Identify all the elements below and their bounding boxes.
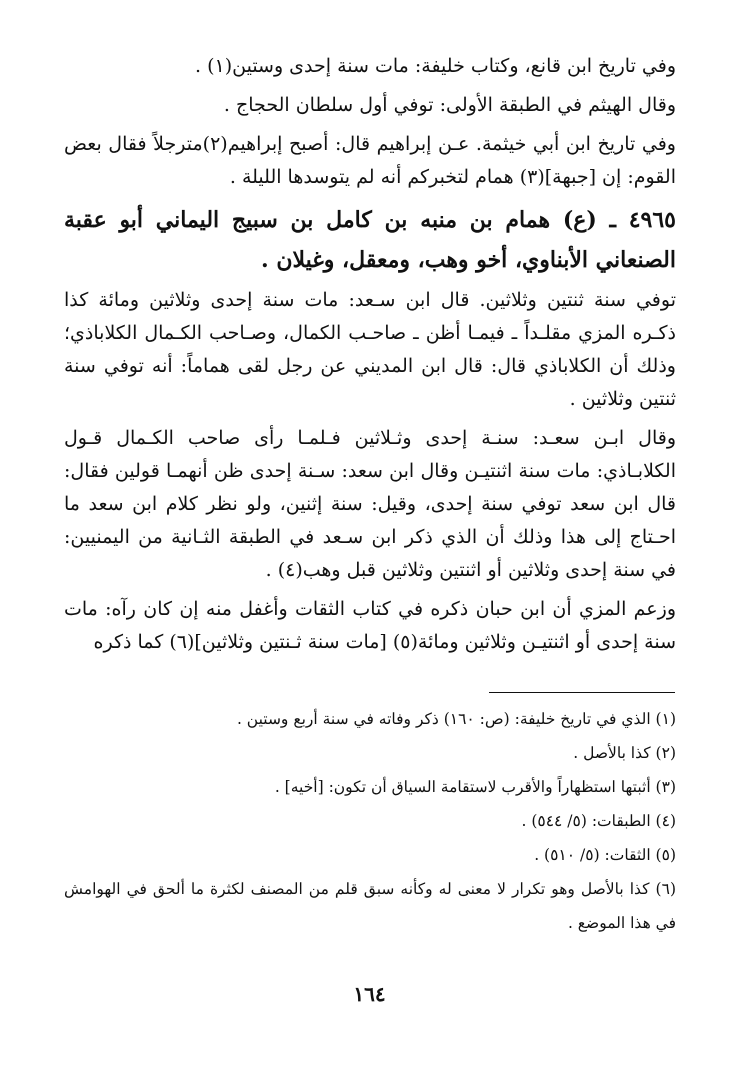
footnote-5: (٥) الثقات: (٥/ ٥١٠) . <box>534 846 676 864</box>
footnote-4: (٤) الطبقات: (٥/ ٥٤٤) . <box>521 812 676 830</box>
paragraph-2: وقال الهيثم في الطبقة الأولى: توفي أول سلطان الحجاج . <box>223 94 676 116</box>
paragraph-3: وفي تاريخ ابن أبي خيثمة. عـن إبراهيم قال: أصبح إبراهيم(٢)مترجلاً فقال بعض القوم: إن [جبهة](٣) همام لتخبركم أنه لم يتوسدها الليلة . <box>64 133 676 188</box>
entry-heading: ٤٩٦٥ ـ (ع) همام بن منبه بن كامل بن سبيج اليماني أبو عقبة الصنعاني الأبناوي، أخو وهب، ومعقل، وغيلان . <box>64 207 676 273</box>
footnote-6: (٦) كذا بالأصل وهو تكرار لا معنى له وكأنه سبق قلم من المصنف لكثرة ما ألحق في الهوامش في هذا الموضع . <box>64 880 676 932</box>
footnotes-divider <box>489 692 675 693</box>
page-number: ١٦٤ <box>353 982 386 1006</box>
footnote-3: (٣) أثبتها استظهاراً والأقرب لاستقامة السياق أن تكون: [أخيه] . <box>274 778 676 796</box>
footnotes <box>64 702 676 940</box>
paragraph-4: توفي سنة ثنتين وثلاثين. قال ابن سـعد: مات سنة إحدى وثلاثين ومائة كذا ذكـره المزي مقلـداً ـ فيمـا أظن ـ صاحـب الكمال، وصـاحب الكـمال الكلاباذي؛ وذلك أن الكلاباذي قال: قال ابن المديني عن رجل لقى هماماً: أنه توفي سنة ثنتين وثلاثين . <box>64 289 676 410</box>
paragraph-6: وزعم المزي أن ابن حبان ذكره في كتاب الثقات وأغفل منه إن كان رآه: مات سنة إحدى أو اثنتيـن وثلاثين ومائة(٥) [مات سنة ثـنتين وثلاثين](٦) كما ذكره <box>64 598 676 653</box>
main-text <box>64 50 676 665</box>
footnote-2: (٢) كذا بالأصل . <box>573 744 676 762</box>
footnote-1: (١) الذي في تاريخ خليفة: (ص: ١٦٠) ذكر وفاته في سنة أربع وستين . <box>236 710 676 728</box>
paragraph-5: وقال ابـن سعـد: سنـة إحدى وثـلاثين فـلمـا رأى صاحب الكـمال قـول الكلابـاذي: مات سنة اثنتيـن وقال ابن سعد: سـنة إحدى ظن أنهمـا قولين فقال: قال ابن سعد توفي سنة إحدى، وقيل: سنة إثنين، ولو نظر كلام ابن سعد ما احـتاج إلى هذا وذلك أن الذي ذكر ابن سـعد في الطبقة الثـانية من اليمنيين: في سنة إحدى وثلاثين أو اثنتين وثلاثين قبل وهب(٤) . <box>64 427 676 581</box>
paragraph-1: وفي تاريخ ابن قانع، وكتاب خليفة: مات سنة إحدى وستين(١) . <box>194 55 676 77</box>
